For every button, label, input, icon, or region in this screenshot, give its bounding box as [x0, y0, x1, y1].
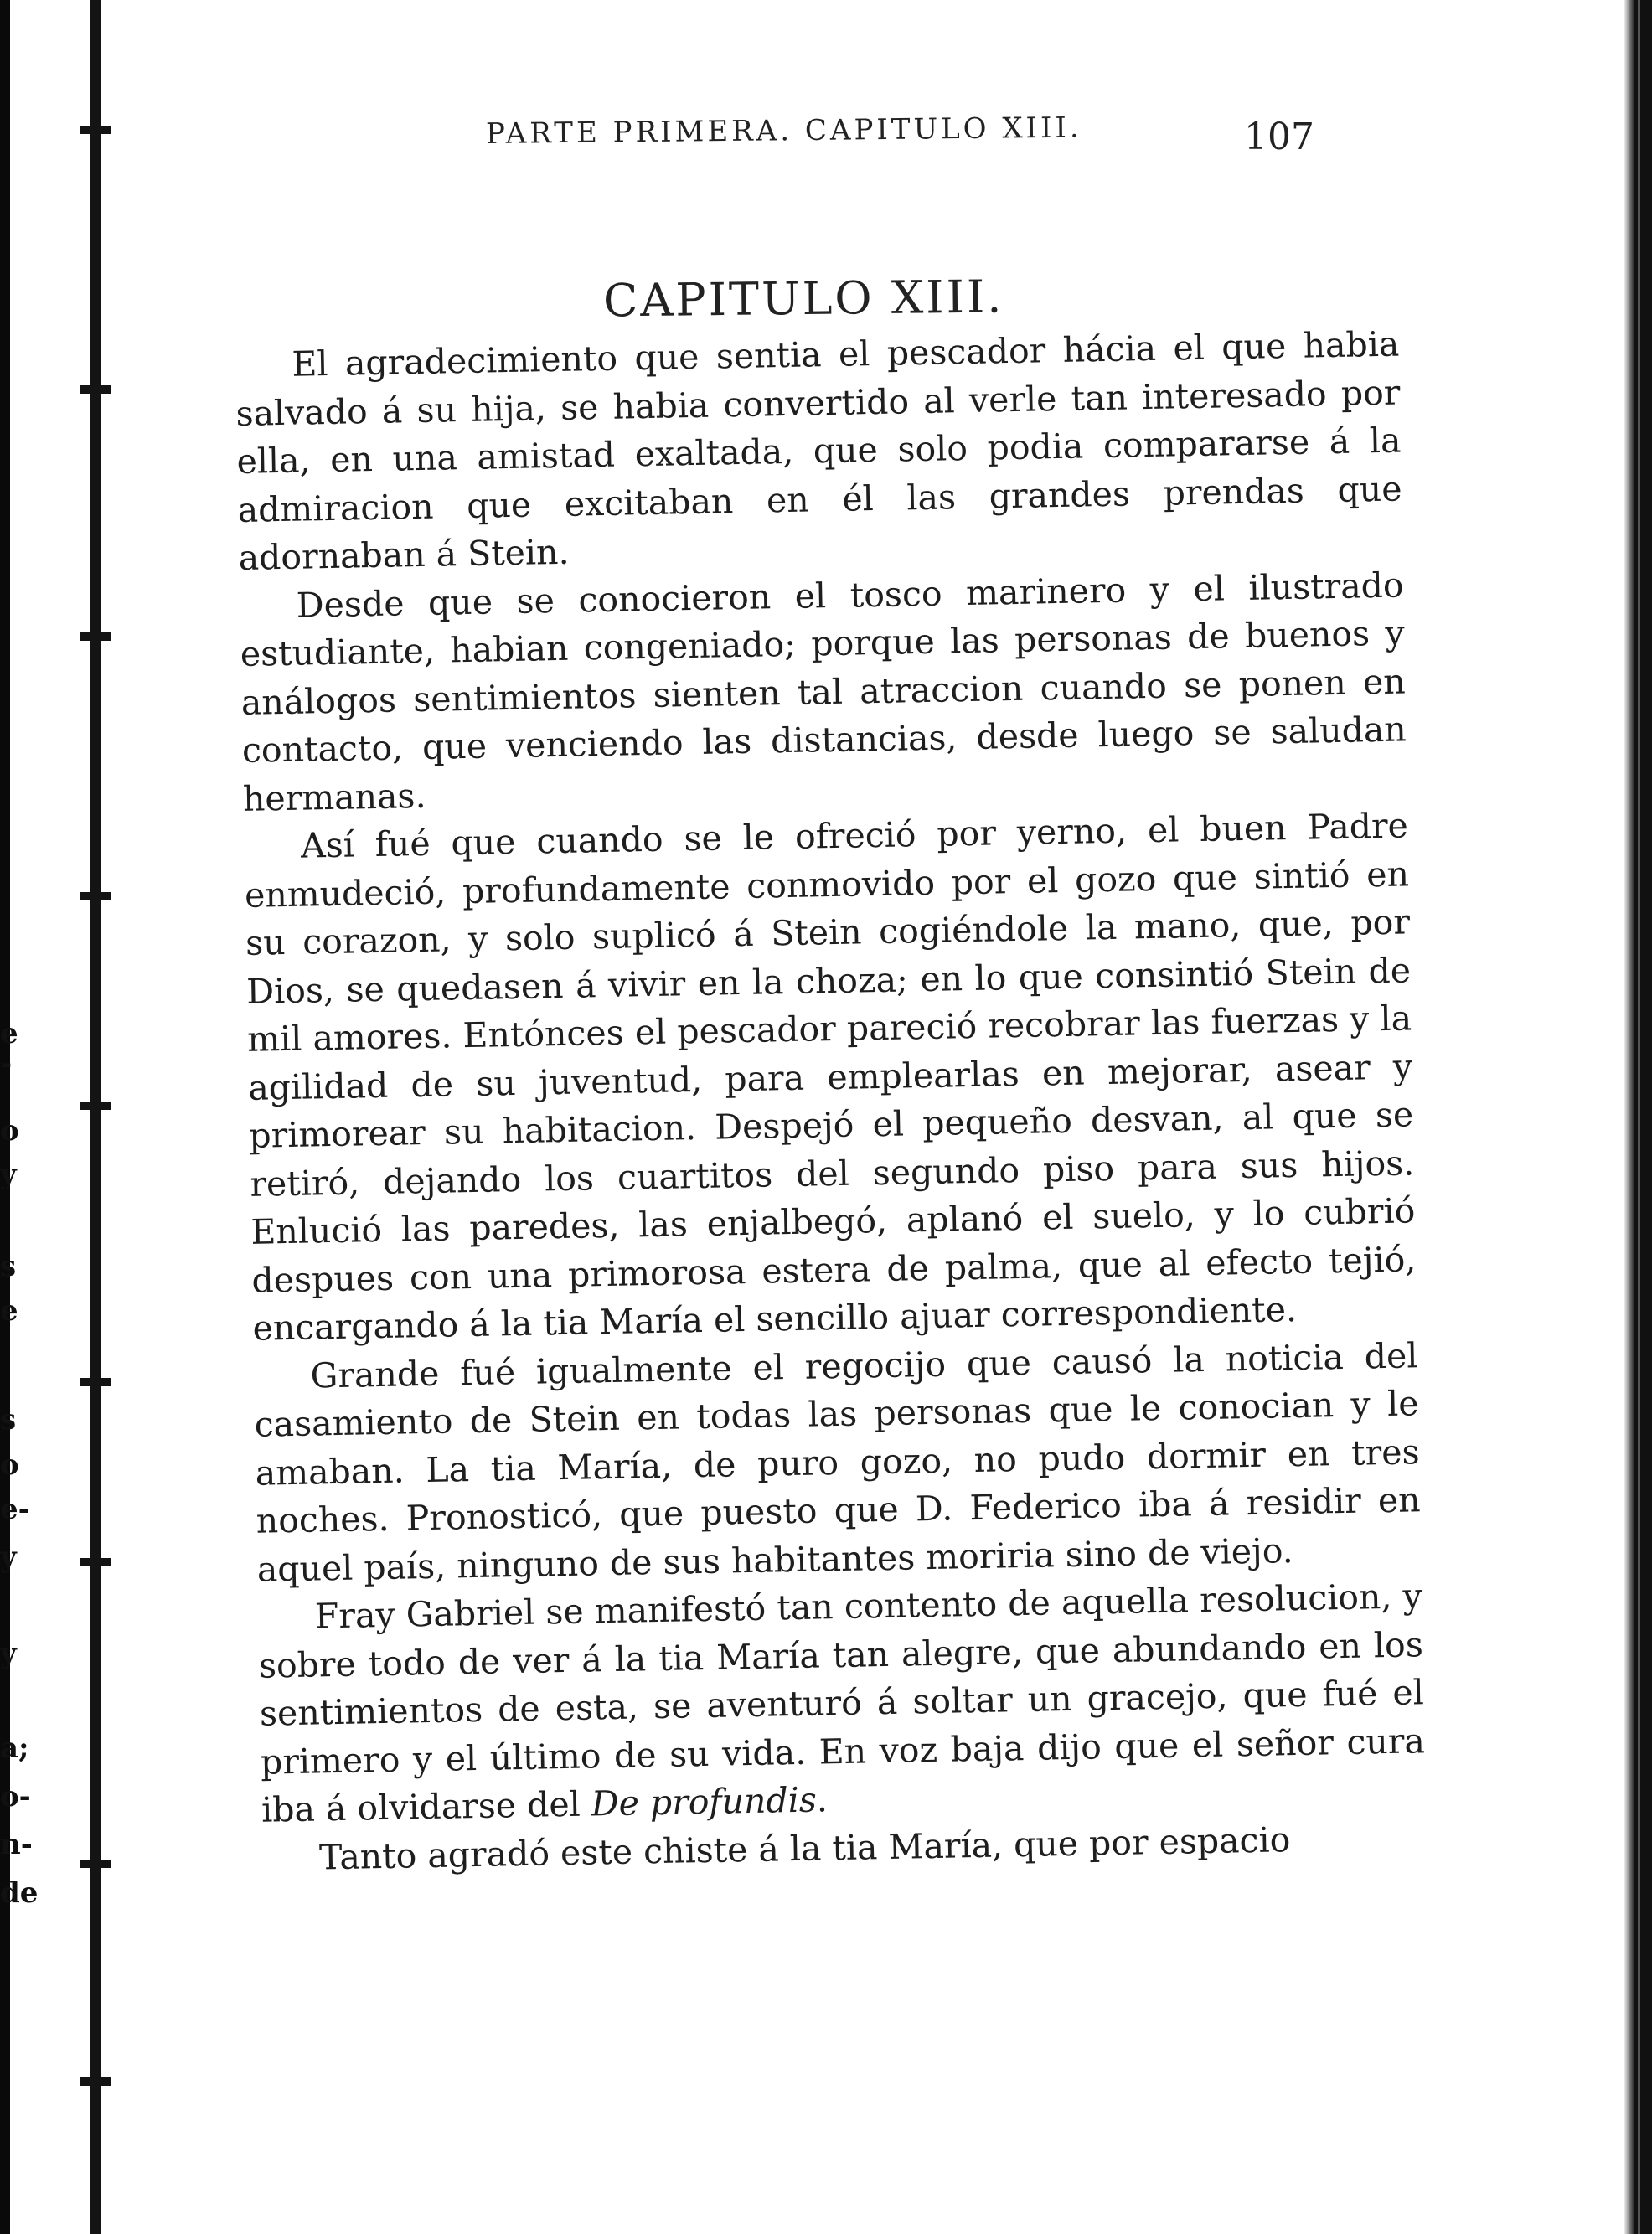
paragraph: [257, 1572, 1426, 1834]
bleed-glyph: y: [0, 1540, 17, 1574]
paragraph-text: .: [816, 1779, 829, 1820]
paragraph-text: Fray Gabriel se manifestó tan contento de aquella resolucion, y sobre todo de ver á la tia María tan alegre, que abundando en los sentimientos de esta, se aventuró á soltar un gracejo, que fué el primero y el último de su vida. En voz baja dijo que el señor cura iba á olvidarse del: [258, 1576, 1426, 1830]
paragraph: Grande fué igualmente el regocijo que causó la noticia del casamiento de Stein en todas las personas que le conocian y le amaban. La tia María, de puro gozo, no pudo dormir en tres noches. Pronosticó, que puesto que D. Federico iba á residir en aquel país, ninguno de sus habitantes moriria sino de viejo.: [254, 1334, 1422, 1590]
bleed-glyph: s: [0, 1403, 17, 1437]
paragraph: El agradecimiento que sentia el pescador hácia el que habia salvado á su hija, se habia convertido al verle tan interesado por ella, en una amistad exaltada, que solo podia compararse á la admiracion que excitaban en él las grandes prendas que adornaban á Stein.: [235, 323, 1402, 578]
binding-line: [90, 0, 101, 2234]
italic-latin-phrase: De profundis: [591, 1779, 818, 1824]
bleed-glyph: de: [0, 1876, 39, 1910]
paragraph: Desde que se conocieron el tosco marinero y el ilustrado estudiante, habian congeniado; porque las personas de buenos y análogos sentimientos sienten tal atraccion cuando se ponen en contacto, que venciendo las distancias, desde luego se saludan hermanas.: [240, 564, 1407, 819]
paragraph: Tanto agradó este chiste á la tia María, que por espacio: [318, 1819, 1291, 1877]
bleed-glyph: a;: [0, 1731, 29, 1765]
bleed-glyph: n-: [0, 1828, 33, 1861]
bleed-glyph: s: [0, 1250, 17, 1283]
bleed-glyph: o: [0, 1448, 19, 1482]
bleed-glyph: -: [0, 1047, 13, 1081]
bleed-glyph: o: [0, 1114, 19, 1148]
body-text: [235, 321, 1427, 1883]
book-page: [101, 0, 1608, 2234]
chapter-title: CAPITULO XIII.: [602, 270, 1004, 328]
bleed-glyph: e: [0, 1017, 18, 1050]
bleed-glyph: y: [0, 1158, 17, 1191]
bleed-glyph: e-: [0, 1493, 30, 1526]
paragraph: Así fué que cuando se le ofreció por yerno, el buen Padre enmudeció, profundamente conmovido por el gozo que sintió en su corazon, y solo suplicó á Stein cogiéndole la mano, que, por Dios, se quedasen á vivir en la choza; en lo que consintió Stein de mil amores. Entónces el pescador pareció recobrar las fuerzas y la agilidad de su juventud, para emplearlas en mejorar, asear y primorear su habitacion. Despejó el pequeño desvan, al que se retiró, dejando los cuartitos del segundo piso para sus hijos. Enlució las paredes, las enjalbegó, aplanó el suelo, y lo cubrió despues con una primorosa estera de palma, que al efecto tejió, encargando á la tia María el sencillo ajuar correspondiente.: [244, 805, 1417, 1349]
bleed-glyph: y: [0, 1637, 17, 1670]
bleed-glyph: e: [0, 1294, 18, 1328]
facing-page-bleed: [0, 959, 75, 1922]
page-right-edge-line: [1638, 0, 1640, 2234]
page-number: 107: [1244, 116, 1314, 158]
bleed-glyph: o-: [0, 1780, 31, 1814]
running-head-text: PARTE PRIMERA. CAPITULO XIII.: [485, 111, 1082, 151]
